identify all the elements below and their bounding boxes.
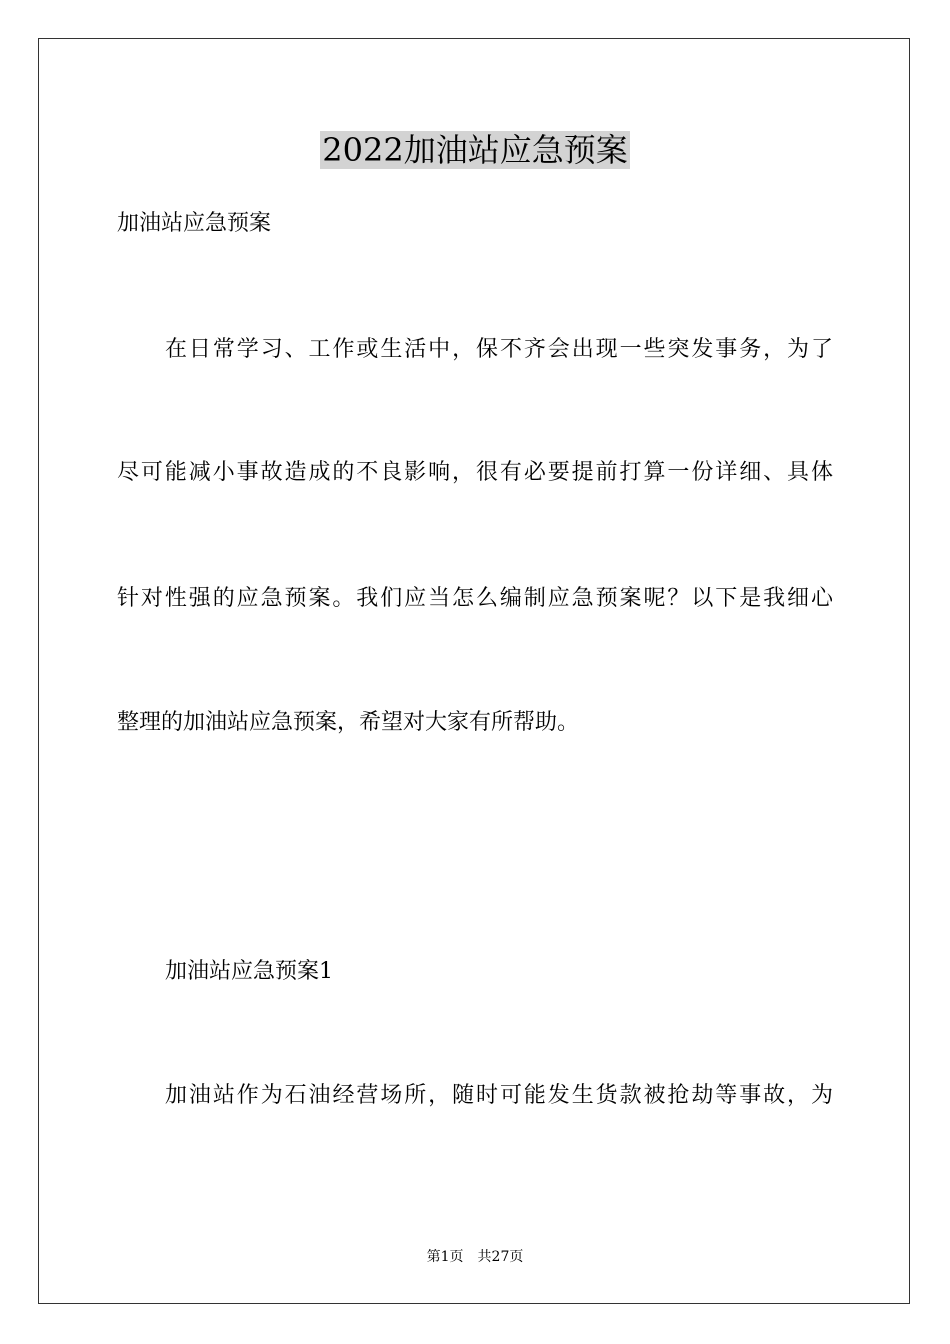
page-total: 共27页 (477, 1249, 524, 1265)
paragraph-line: 加油站作为石油经营场所，随时可能发生货款被抢劫等事故，为 (165, 1083, 833, 1108)
document-title-text: 2022加油站应急预案 (322, 131, 628, 169)
document-subtitle: 加油站应急预案 (117, 211, 272, 236)
section-heading: 加油站应急预案1 (165, 959, 333, 984)
paragraph-line: 针对性强的应急预案。我们应当怎么编制应急预案呢？以下是我细心 (117, 586, 833, 611)
document-title (0, 128, 950, 172)
paragraph-line: 在日常学习、工作或生活中，保不齐会出现一些突发事务，为了 (165, 337, 833, 362)
paragraph-line: 整理的加油站应急预案，希望对大家有所帮助。 (117, 710, 580, 735)
page-number: 第1页 (426, 1249, 464, 1265)
paragraph-line: 尽可能减小事故造成的不良影响，很有必要提前打算一份详细、具体 (117, 460, 833, 485)
page-footer (0, 1248, 950, 1266)
